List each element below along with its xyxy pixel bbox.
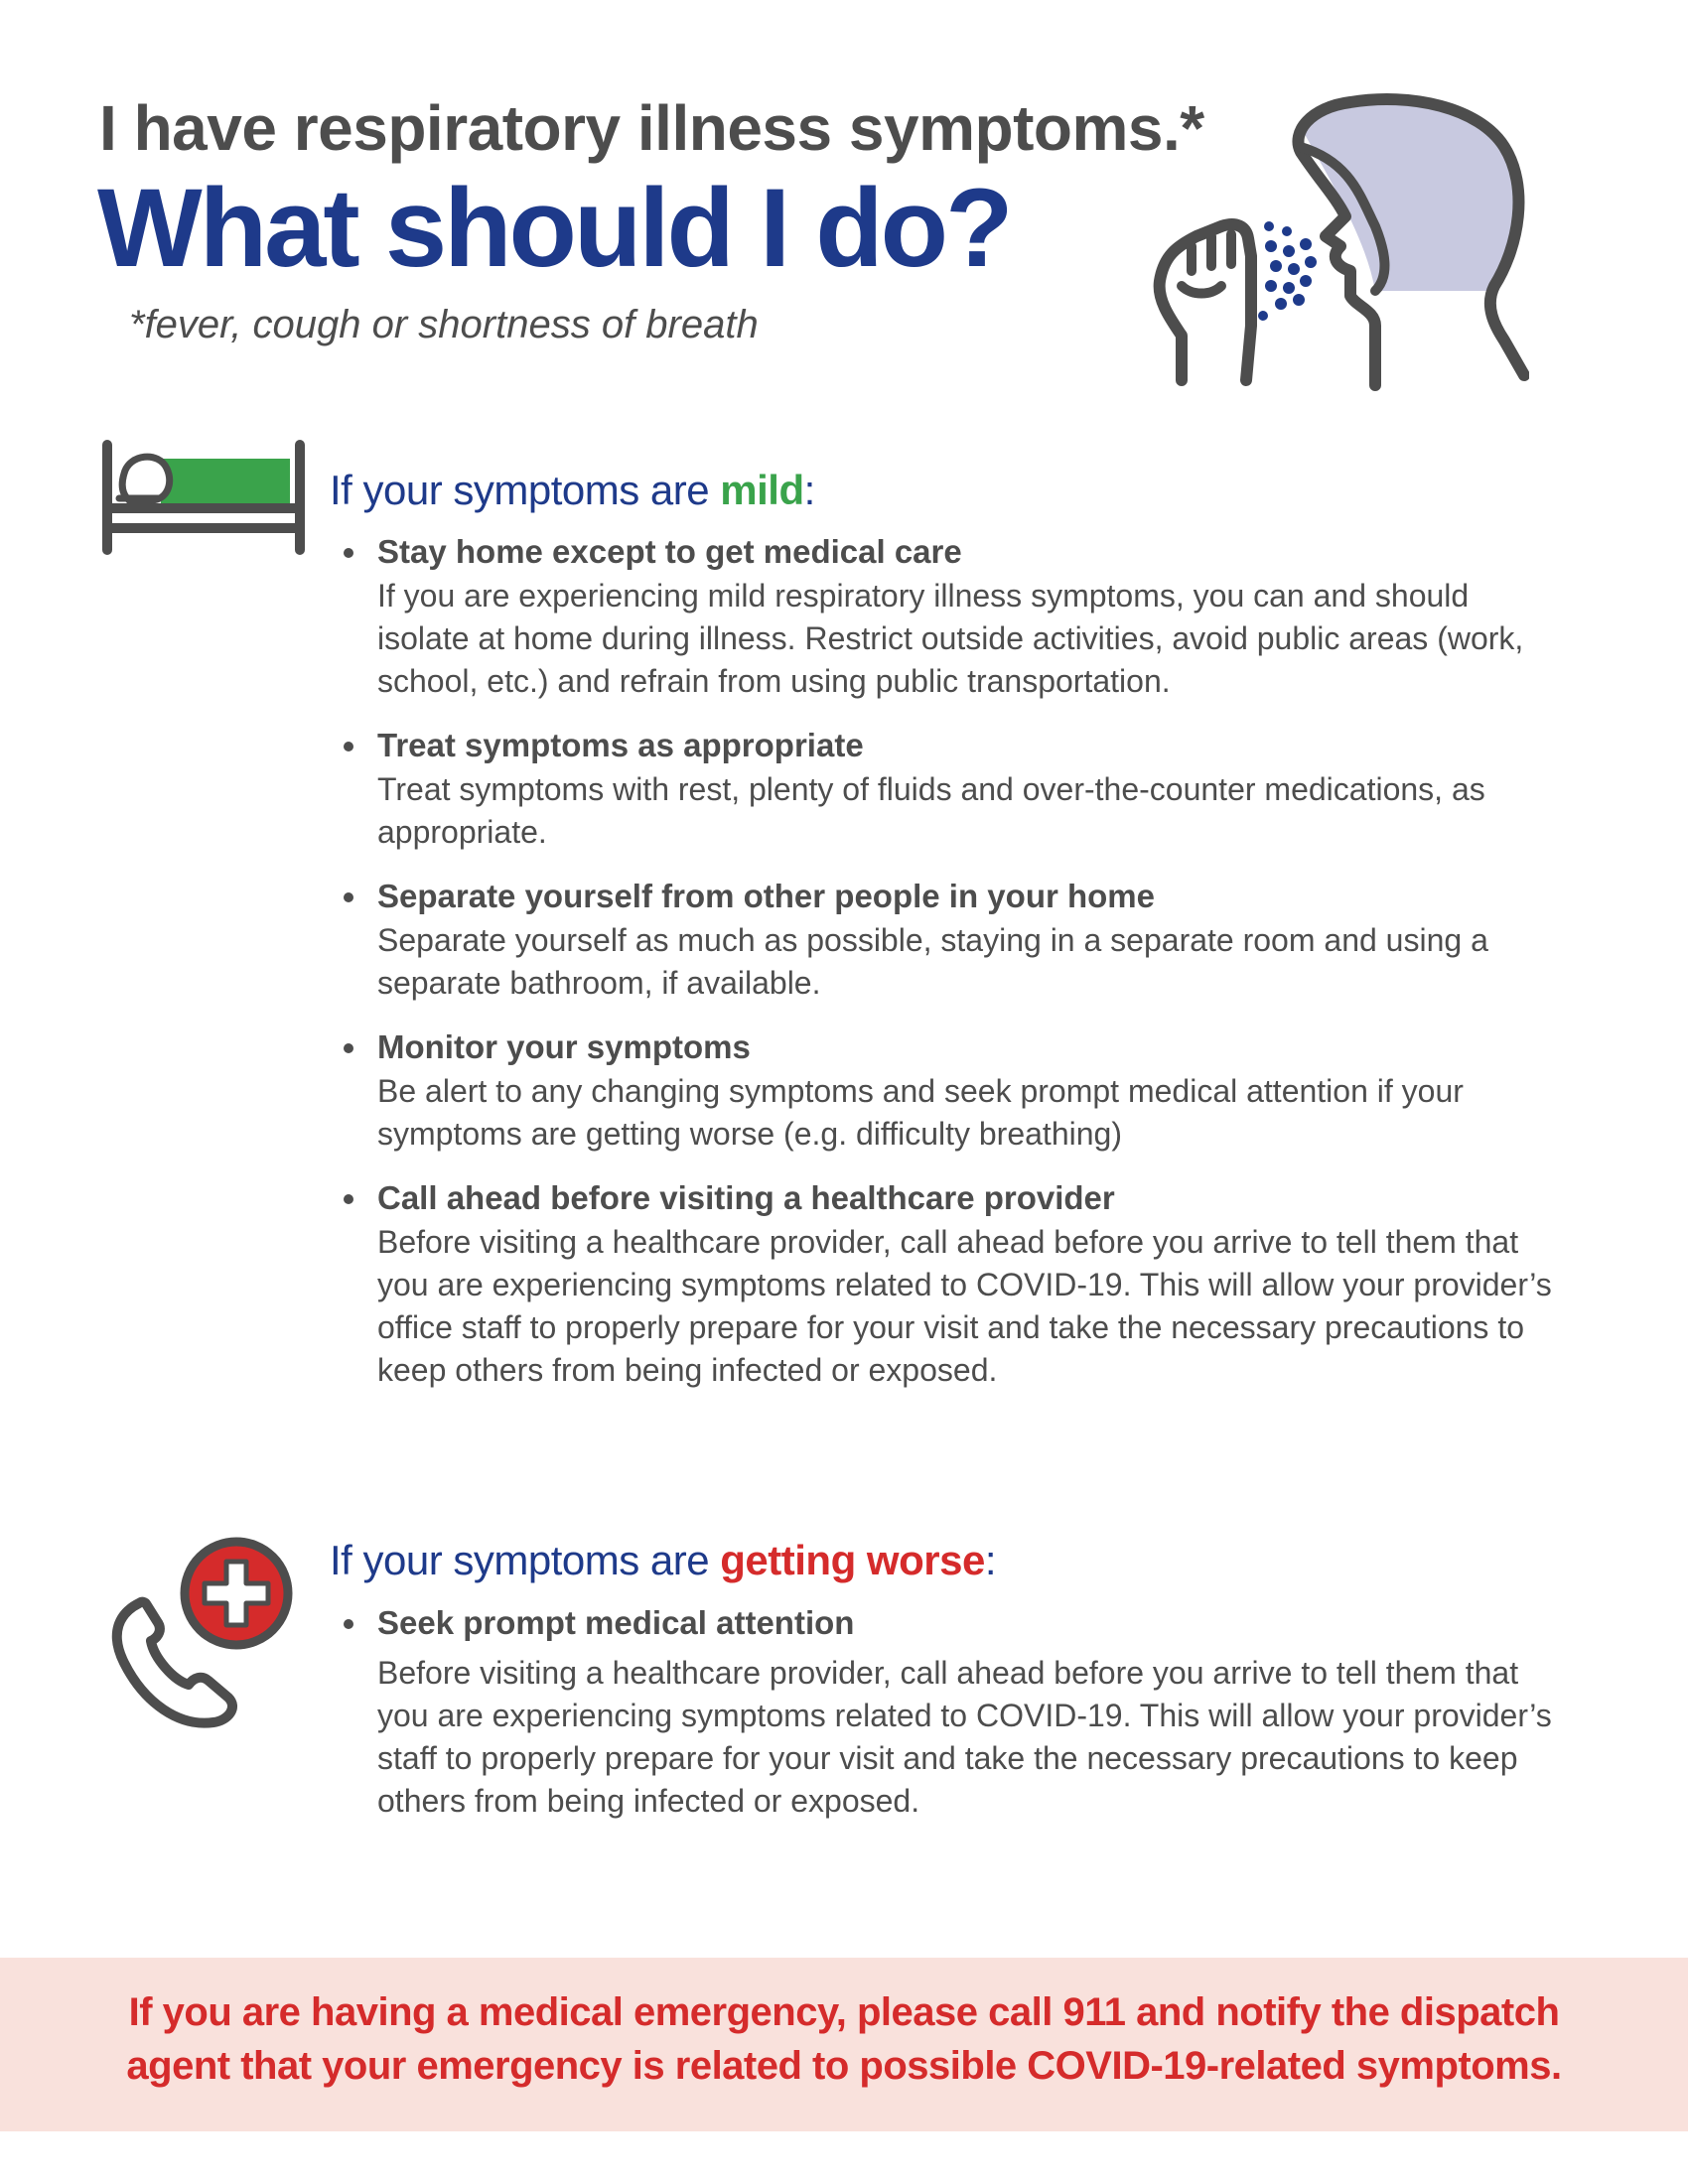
bullet-icon [344, 1619, 353, 1629]
bullet-icon [344, 742, 353, 751]
list-item [377, 1177, 1559, 1392]
bullet-icon [344, 548, 353, 558]
advice-title: Stay home except to get medical care [377, 533, 962, 570]
page-subtitle: I have respiratory illness symptoms.* [99, 92, 1204, 164]
list-item [377, 531, 1559, 703]
advice-body: Treat symptoms with rest, plenty of fluids and over-the-counter medications, as appropriate. [377, 771, 1485, 850]
symptoms-footnote: *fever, cough or shortness of breath [129, 303, 759, 346]
list-item [377, 725, 1559, 854]
list-item [377, 1602, 1559, 1823]
advice-title: Separate yourself from other people in your home [377, 878, 1155, 914]
heading-suffix: : [984, 1537, 996, 1583]
worse-advice-list [377, 1602, 1559, 1823]
mild-advice-list [377, 531, 1559, 1392]
advice-title: Treat symptoms as appropriate [377, 727, 864, 763]
advice-title: Call ahead before visiting a healthcare provider [377, 1179, 1115, 1216]
list-item [377, 876, 1559, 1005]
phone-medical-cross-icon [99, 1534, 298, 1732]
heading-prefix: If your symptoms are [330, 467, 721, 513]
emergency-message [99, 1985, 1589, 2093]
coughing-person-icon [1152, 87, 1529, 395]
advice-body: Before visiting a healthcare provider, call ahead before you arrive to tell them that you are experiencing symptoms related to COVID-19. This will allow your provider’s office staff to properly prepare for your visit and take the necessary precautions to keep others from being infected or exposed. [377, 1224, 1552, 1388]
heading-emphasis-mild: mild [720, 467, 804, 513]
cough-droplets [1258, 221, 1317, 321]
heading-suffix: : [803, 467, 815, 513]
list-item [377, 1026, 1559, 1156]
bed-icon [99, 439, 308, 558]
bed-blanket [161, 459, 290, 506]
bullet-icon [344, 892, 353, 902]
advice-title: Seek prompt medical attention [377, 1604, 855, 1641]
advice-body: If you are experiencing mild respiratory illness symptoms, you can and should isolate at home during illness. Restrict outside activities, avoid public areas (work, school, etc.) and refrain from using public transportation. [377, 578, 1524, 699]
advice-body: Be alert to any changing symptoms and seek prompt medical attention if your symptoms are getting worse (e.g. difficulty breathing) [377, 1073, 1464, 1152]
emergency-line-2: agent that your emergency is related to possible COVID-19-related symptoms. [126, 2044, 1562, 2088]
page-title: What should I do? [97, 166, 1011, 290]
person-head [122, 457, 170, 500]
bullet-icon [344, 1043, 353, 1053]
advice-body: Separate yourself as much as possible, staying in a separate room and using a separate bathroom, if available. [377, 922, 1488, 1001]
bullet-icon [344, 1194, 353, 1204]
mild-section-heading [330, 467, 815, 514]
heading-emphasis-worse: getting worse [720, 1537, 985, 1583]
worse-section-heading [330, 1537, 996, 1584]
fist-fingers [1182, 234, 1231, 294]
fist-outline [1160, 224, 1251, 380]
emergency-line-1: If you are having a medical emergency, please call 911 and notify the dispatch [128, 1990, 1560, 2034]
advice-title: Monitor your symptoms [377, 1028, 751, 1065]
heading-prefix: If your symptoms are [330, 1537, 721, 1583]
advice-body: Before visiting a healthcare provider, call ahead before you arrive to tell them that you are experiencing symptoms related to COVID-19. This will allow your provider’s staff to properly prepare for your visit and take the necessary precautions to keep others from being infected or exposed. [377, 1655, 1552, 1819]
